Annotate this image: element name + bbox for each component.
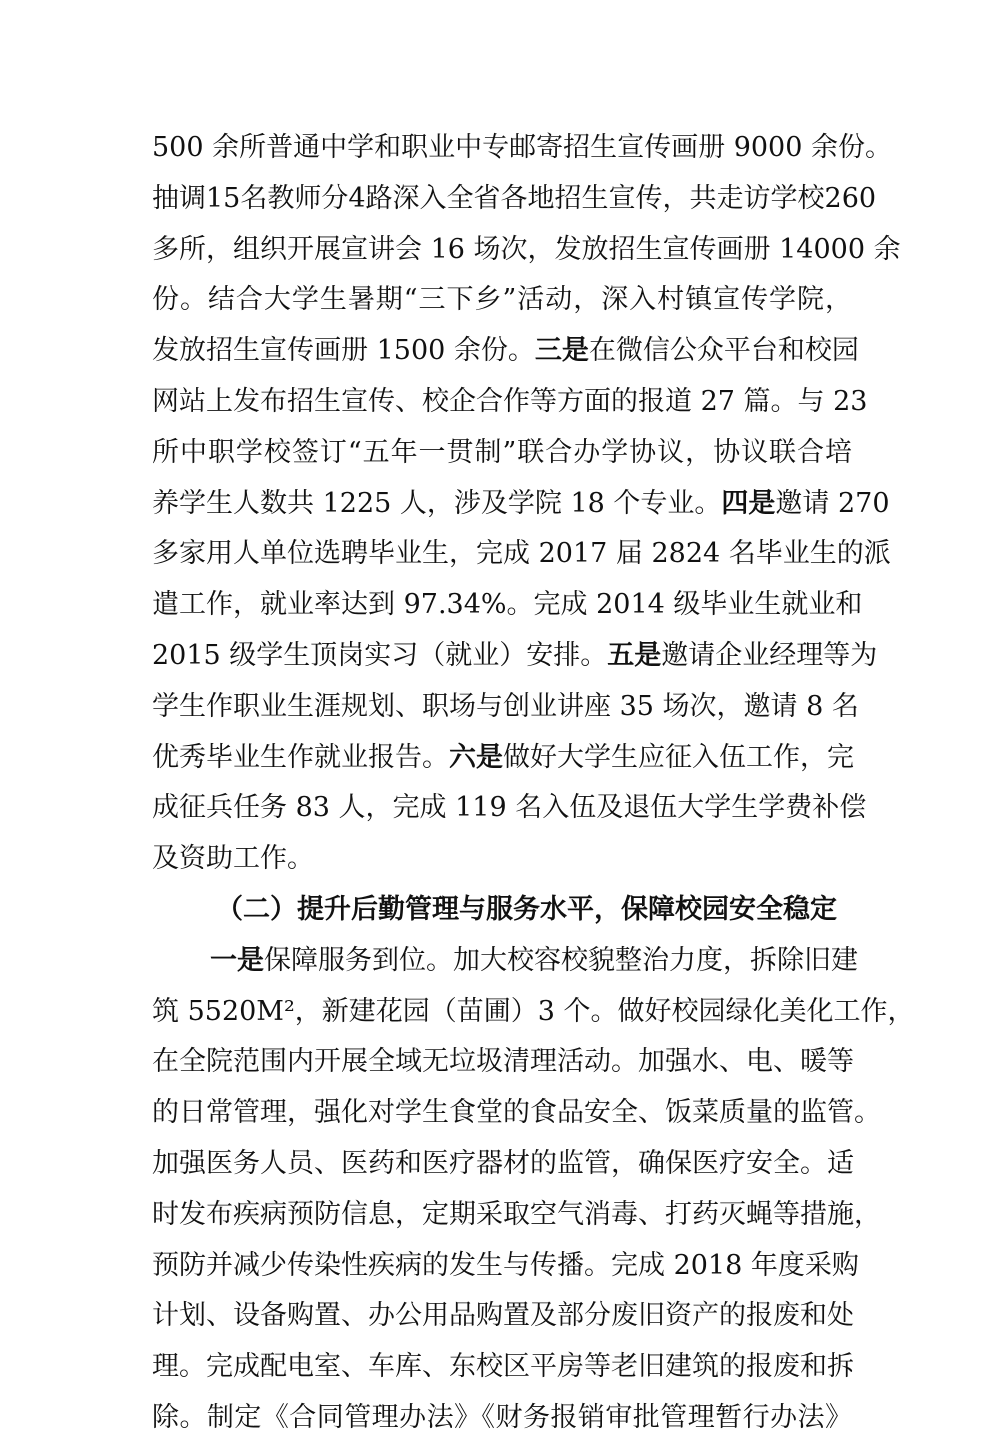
bold-marker: 四是 [721,487,776,519]
bold-marker: 一是 [210,944,264,976]
text-line: 预防并减少传染性疾病的发生与传播。完成 2018 年度采购 [152,1249,859,1281]
document-page [152,123,915,1444]
text-line: 网站上发布招生宣传、校企合作等方面的报道 27 篇。与 23 [152,385,868,417]
text-line [152,733,852,784]
text-line: 份。结合大学生暑期“三下乡”活动，深入村镇宣传学院， [152,284,852,316]
text-line: 的日常管理，强化对学生食堂的食品安全、饭菜质量的监管。 [152,1097,881,1129]
text-line: 多所，组织开展宣讲会 16 场次，发放招生宣传画册 14000 余 [152,233,901,265]
text-segment: 邀请企业经理等为 [661,639,878,671]
text-line: 学生作职业生涯规划、职场与创业讲座 35 场次，邀请 8 名 [152,690,859,722]
bold-marker: 五是 [607,639,662,671]
text-line: 及资助工作。 [152,843,314,875]
text-line [152,936,858,987]
bold-marker: 六是 [449,741,503,773]
text-line: 筑 5520M²，新建花园（苗圃）3 个。做好校园绿化美化工作， [152,995,915,1027]
text-line: 抽调15名教师分4路深入全省各地招生宣传，共走访学校260 [152,182,877,214]
text-line: 加强医务人员、医药和医疗器材的监管，确保医疗安全。适 [152,1147,854,1179]
text-line: 所中职学校签订“五年一贯制”联合办学协议，协议联合培 [152,436,852,468]
text-segment: 保障服务到位。加大校容校貌整治力度，拆除旧建 [264,944,858,976]
text-line [152,631,878,682]
text-segment: 2015 级学生顶岗实习（就业）安排。 [152,639,608,671]
text-line: 500 余所普通中学和职业中专邮寄招生宣传画册 9000 余份。 [152,132,892,163]
text-line [152,479,890,530]
bold-marker: 三是 [534,335,589,367]
text-line: 遣工作，就业率达到 97.34%。完成 2014 级毕业生就业和 [152,589,863,621]
text-line: 多家用人单位选聘毕业生，完成 2017 届 2824 名毕业生的派 [152,538,891,570]
text-line: 成征兵任务 83 人，完成 119 名入伍及退伍大学生学费补偿 [152,792,867,824]
section-heading: （二）提升后勤管理与服务水平，保障校园安全稳定 [216,893,837,925]
text-line: 时发布疾病预防信息，定期采取空气消毒、打药灭蝇等措施， [152,1198,881,1230]
text-segment: 在微信公众平台和校园 [588,335,859,367]
text-segment: 邀请 270 [775,487,890,519]
text-segment: 发放招生宣传画册 1500 余份。 [152,335,535,367]
text-line: 在全院范围内开展全域无垃圾清理活动。加强水、电、暖等 [152,1046,854,1078]
text-segment: 做好大学生应征入伍工作，完 [503,741,854,773]
text-line: 除。制定《合同管理办法》《财务报销审批管理暂行办法》 [152,1401,852,1433]
text-line: 理。完成配电室、车库、东校区平房等老旧建筑的报废和拆 [152,1351,854,1383]
text-segment: 优秀毕业生作就业报告。 [152,741,449,773]
text-line [152,326,859,377]
text-segment: 养学生人数共 1225 人，涉及学院 18 个专业。 [152,487,722,519]
text-line: 计划、设备购置、办公用品购置及部分废旧资产的报废和处 [152,1300,854,1332]
